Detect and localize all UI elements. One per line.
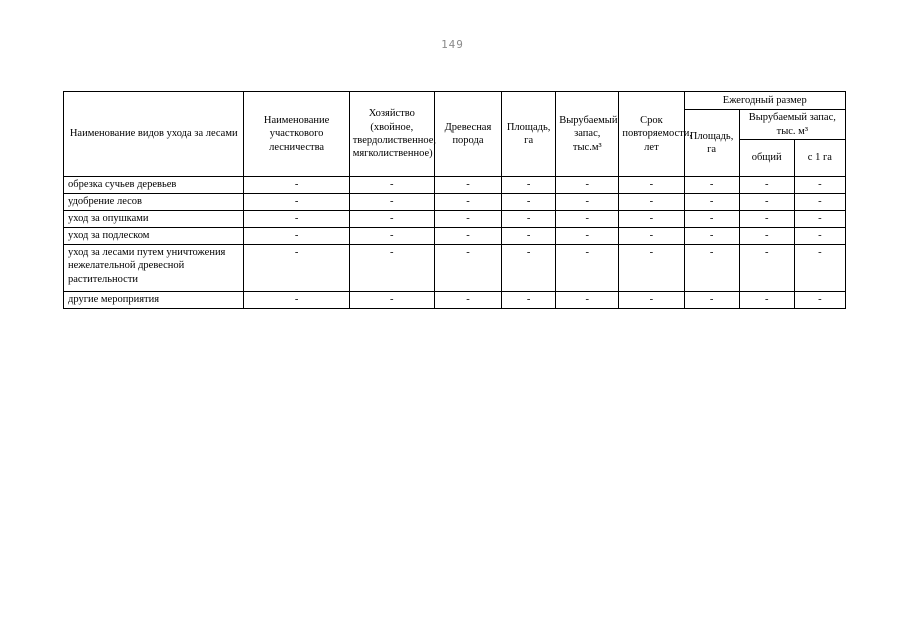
row-value-cell: - (502, 211, 556, 228)
row-value-cell: - (619, 194, 684, 211)
row-value-cell: - (434, 177, 501, 194)
row-value-cell: - (244, 211, 349, 228)
row-value-cell: - (349, 228, 434, 245)
row-value-cell: - (739, 245, 794, 292)
header-stock-per-ha: с 1 га (794, 140, 845, 177)
header-species: Древесная порода (434, 92, 501, 177)
row-value-cell: - (684, 177, 739, 194)
row-value-cell: - (556, 292, 619, 309)
row-value-cell: - (502, 177, 556, 194)
row-care-type: уход за опушками (64, 211, 244, 228)
row-value-cell: - (434, 292, 501, 309)
row-value-cell: - (794, 228, 845, 245)
row-value-cell: - (619, 211, 684, 228)
header-annual-area: Площадь, га (684, 110, 739, 177)
row-value-cell: - (739, 194, 794, 211)
row-value-cell: - (794, 245, 845, 292)
row-value-cell: - (556, 177, 619, 194)
row-value-cell: - (556, 211, 619, 228)
header-annual-size: Ежегодный размер (684, 92, 846, 110)
table-row (64, 292, 846, 309)
row-value-cell: - (434, 228, 501, 245)
row-value-cell: - (619, 228, 684, 245)
row-value-cell: - (739, 228, 794, 245)
header-area: Площадь, га (502, 92, 556, 177)
header-care-type: Наименование видов ухода за лесами (64, 92, 244, 177)
header-annual-stock: Вырубаемый запас, тыс. м³ (739, 110, 845, 140)
row-value-cell: - (684, 292, 739, 309)
row-value-cell: - (794, 177, 845, 194)
table-header (64, 92, 846, 177)
row-value-cell: - (502, 245, 556, 292)
row-value-cell: - (349, 292, 434, 309)
row-value-cell: - (794, 211, 845, 228)
row-value-cell: - (502, 194, 556, 211)
table-row (64, 194, 846, 211)
row-value-cell: - (244, 292, 349, 309)
row-value-cell: - (556, 194, 619, 211)
row-value-cell: - (794, 292, 845, 309)
row-care-type: другие мероприятия (64, 292, 244, 309)
row-care-type: уход за лесами путем уничтожения нежелательной древесной растительности (64, 245, 244, 292)
row-care-type: удобрение лесов (64, 194, 244, 211)
row-value-cell: - (556, 245, 619, 292)
row-value-cell: - (349, 194, 434, 211)
row-value-cell: - (349, 211, 434, 228)
table-row (64, 245, 846, 292)
table-body (64, 177, 846, 309)
row-value-cell: - (739, 211, 794, 228)
row-value-cell: - (349, 245, 434, 292)
row-value-cell: - (684, 228, 739, 245)
row-value-cell: - (434, 245, 501, 292)
header-economy: Хозяйство (хвойное, твердолиственное, мягколиственное) (349, 92, 434, 177)
row-value-cell: - (244, 228, 349, 245)
table-row (64, 211, 846, 228)
row-value-cell: - (619, 177, 684, 194)
row-value-cell: - (244, 194, 349, 211)
header-repeat-period: Срок повторяемости, лет (619, 92, 684, 177)
row-care-type: обрезка сучьев деревьев (64, 177, 244, 194)
row-value-cell: - (434, 194, 501, 211)
row-value-cell: - (684, 211, 739, 228)
row-value-cell: - (619, 292, 684, 309)
row-value-cell: - (684, 245, 739, 292)
row-value-cell: - (349, 177, 434, 194)
row-value-cell: - (502, 292, 556, 309)
row-value-cell: - (684, 194, 739, 211)
header-harvest-stock: Вырубаемый запас, тыс.м³ (556, 92, 619, 177)
table-row (64, 177, 846, 194)
page-number: 149 (441, 38, 464, 51)
row-value-cell: - (739, 177, 794, 194)
row-value-cell: - (739, 292, 794, 309)
row-value-cell: - (244, 177, 349, 194)
forest-care-table (63, 91, 846, 309)
row-value-cell: - (619, 245, 684, 292)
table-row (64, 228, 846, 245)
row-value-cell: - (794, 194, 845, 211)
row-care-type: уход за подлеском (64, 228, 244, 245)
row-value-cell: - (434, 211, 501, 228)
row-value-cell: - (244, 245, 349, 292)
row-value-cell: - (556, 228, 619, 245)
row-value-cell: - (502, 228, 556, 245)
header-stock-total: общий (739, 140, 794, 177)
header-district: Наименование участкового лесничества (244, 92, 349, 177)
